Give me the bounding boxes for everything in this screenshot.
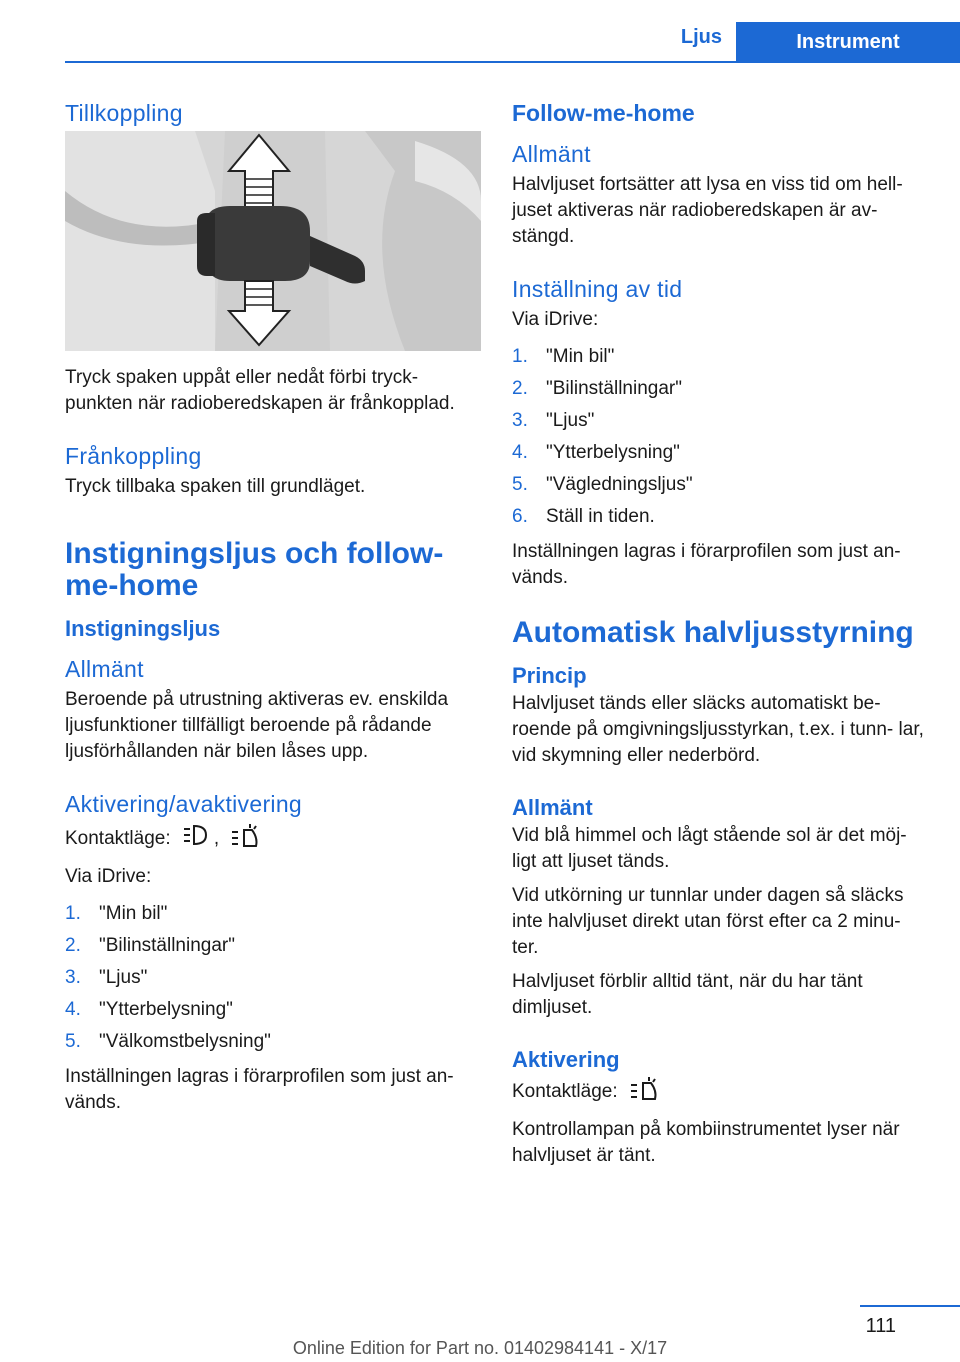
heading-aktivering-right: Aktivering — [512, 1047, 620, 1072]
list-item: 5. "Välkomstbelysning" — [65, 1031, 271, 1052]
frankoppling-text: Tryck tillbaka spaken till grundläget. — [65, 476, 366, 497]
allmant2-p3: Halvljuset förblir alltid tänt, när du har tänt dimljuset. — [512, 971, 863, 1018]
list-item: 3. "Ljus" — [512, 410, 595, 431]
heading-frankoppling: Frånkoppling — [65, 443, 202, 469]
left-note: Inställningen lagras i förarprofilen som just an- vänds. — [65, 1066, 454, 1113]
right-note: Inställningen lagras i förarprofilen som just an- vänds. — [512, 541, 901, 588]
heading-installning: Inställning av tid — [512, 276, 683, 302]
heading-instigningsljus-main: Instigningsljus och follow- me-home — [65, 537, 444, 602]
stalk-figure — [65, 131, 481, 351]
list-item: 5. "Vägledningsljus" — [512, 474, 693, 495]
via-idrive-right: Via iDrive: — [512, 309, 599, 330]
right-column — [512, 100, 927, 1177]
heading-tillkoppling: Tillkoppling — [65, 100, 183, 126]
tillkoppling-text: Tryck spaken uppåt eller nedåt förbi tryck- punkten när radioberedskapen är frånkopplad. — [65, 367, 455, 414]
page-header — [0, 0, 960, 64]
engine-running-icon — [230, 822, 260, 856]
section-tab[interactable]: Ljus — [680, 26, 722, 48]
left-steps-list — [65, 898, 481, 1058]
heading-instigningsljus: Instigningsljus — [65, 616, 221, 641]
kontaktlage-right-line — [512, 1075, 927, 1109]
list-item: 1. "Min bil" — [512, 346, 615, 367]
footer-rule — [860, 1305, 960, 1307]
allmant-text: Beroende på utrustning aktiveras ev. enskilda ljusfunktioner tillfälligt beroende på rådande ljusförhållanden när bilen låses upp. — [65, 689, 449, 762]
princip-text: Halvljuset tänds eller släcks automatiskt be- roende på omgivningsljusstyrkan, t.ex. i tunn- lar, vid skymning eller nederbörd. — [512, 693, 924, 766]
list-item: 3. "Ljus" — [65, 967, 148, 988]
heading-aktivering: Aktivering/avaktivering — [65, 791, 303, 817]
right-steps-list — [512, 341, 927, 533]
kontaktlage-sep: , — [213, 828, 220, 850]
stalk-illustration — [65, 131, 481, 351]
chapter-tab[interactable]: Instrument — [736, 22, 960, 63]
heading-automatisk: Automatisk halvljusstyrning — [512, 616, 914, 649]
kontaktlage-line — [65, 822, 481, 856]
list-item: 4. "Ytterbelysning" — [65, 999, 233, 1020]
allmant2-p1: Vid blå himmel och lågt stående sol är det möj- ligt att ljuset tänds. — [512, 825, 907, 872]
list-item: 6. Ställ in tiden. — [512, 506, 655, 527]
allmant2-p2: Vid utkörning ur tunnlar under dagen så släcks inte halvljuset direkt utan först efter ca 2 minu- ter. — [512, 885, 904, 958]
kontaktlage-right-label: Kontaktläge: — [512, 1081, 618, 1103]
allmant-right-text: Halvljuset fortsätter att lysa en viss tid om hell- juset aktiveras när radioberedskapen är av- stängd. — [512, 174, 903, 247]
heading-allmant-right: Allmänt — [512, 141, 591, 167]
footer-edition: Online Edition for Part no. 01402984141 - X/17 — [292, 1338, 668, 1358]
via-idrive: Via iDrive: — [65, 866, 152, 887]
list-item: 1. "Min bil" — [65, 903, 168, 924]
page-number: 111 — [865, 1315, 896, 1337]
list-item: 2. "Bilinställningar" — [65, 935, 235, 956]
ignition-on-icon — [182, 823, 208, 855]
list-item: 4. "Ytterbelysning" — [512, 442, 680, 463]
left-column — [65, 100, 481, 1124]
list-item: 2. "Bilinställningar" — [512, 378, 682, 399]
heading-princip: Princip — [512, 663, 587, 688]
aktivering-right-text: Kontrollampan på kombiinstrumentet lyser när halvljuset är tänt. — [512, 1119, 900, 1166]
heading-allmant: Allmänt — [65, 656, 144, 682]
heading-allmant2: Allmänt — [512, 795, 593, 820]
header-rule — [65, 61, 960, 63]
heading-follow-me-home: Follow-me-home — [512, 100, 695, 126]
kontaktlage-label: Kontaktläge: — [65, 828, 171, 850]
engine-running-icon — [629, 1075, 659, 1109]
